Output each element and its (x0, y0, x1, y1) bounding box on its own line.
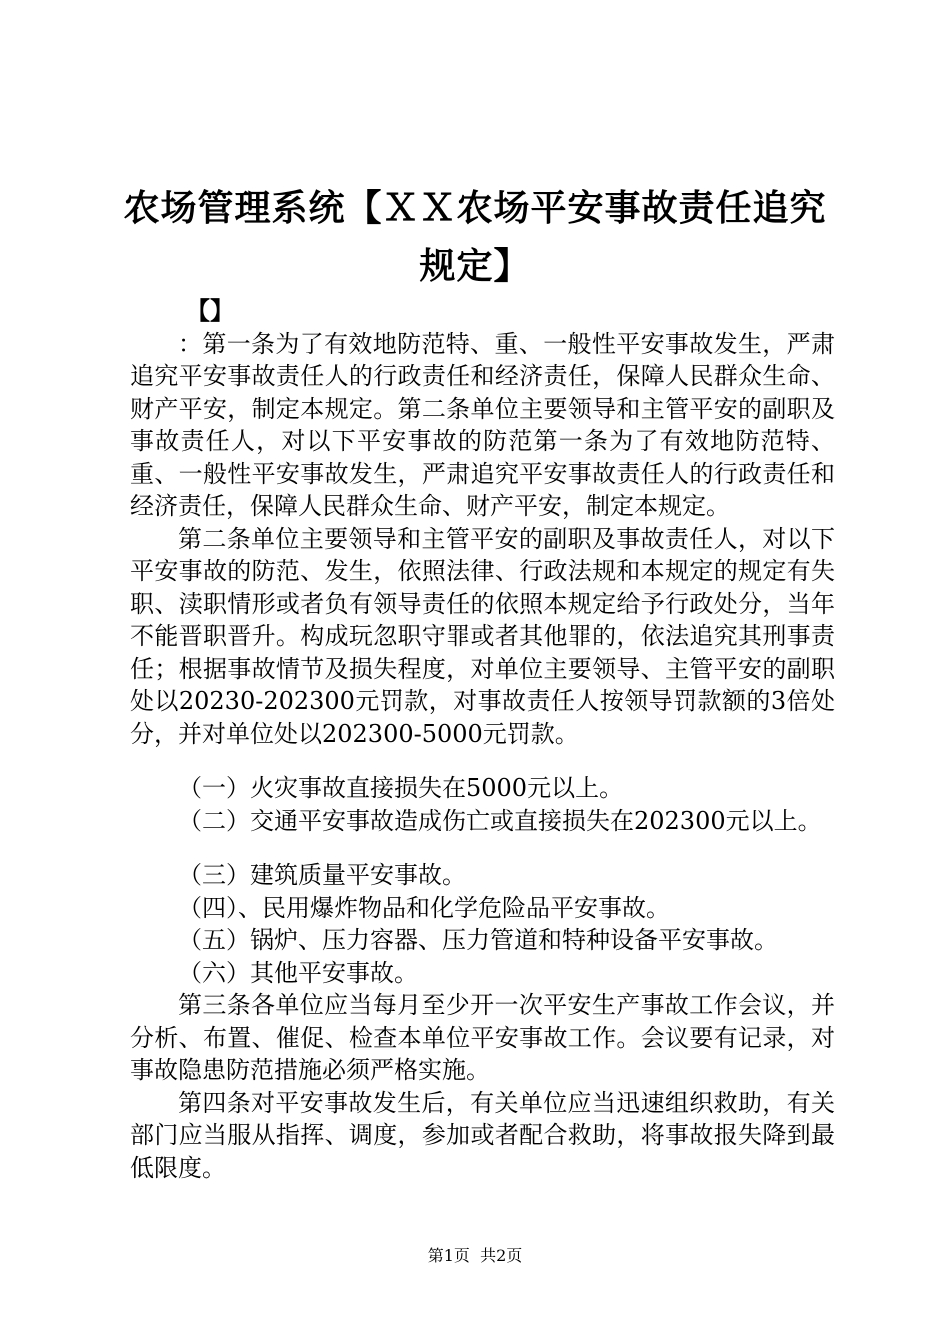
list-item-boilers: （五）锅炉、压力容器、压力管道和特种设备平安事故。 (178, 926, 778, 954)
document-title: 农场管理系统【ＸＸ农场平安事故责任追究规定】 (123, 188, 827, 287)
document-body (130, 295, 835, 1184)
list-item-fire: （一）火灾事故直接损失在5000元以上。 (178, 774, 624, 802)
bracket-line: 【】 (186, 296, 234, 325)
list-item-traffic: （二）交通平安事故造成伤亡或直接损失在202300元以上。 (178, 806, 822, 835)
paragraph-article-two: 第二条单位主要领导和主管平安的副职及事故责任人，对以下平安事故的防范、发生，依照法律、行政法规和本规定的规定有失职、渎职情形或者负有领导责任的依照本规定给予行政处分，当年不能晋职晋升。构成玩忽职守罪或者其他罪的，依法追究其刑事责任；根据事故情节及损失程度，对单位主要领导、主管平安的副职处以20230-202300元罚款，对事故责任人按领导罚款额的3倍处分，并对单位处以202300-5000元罚款。 (130, 524, 835, 748)
page-indicator: 第1页 共2页 (427, 1246, 523, 1265)
list-item-construction: （三）建筑质量平安事故。 (178, 861, 466, 889)
paragraph-article-four: 第四条对平安事故发生后，有关单位应当迅速组织救助，有关部门应当服从指挥、调度，参加或者配合救助，将事故报失降到最低限度。 (130, 1088, 835, 1182)
list-item-explosives: （四）、民用爆炸物品和化学危险品平安事故。 (178, 893, 670, 922)
paragraph-article-three: 第三条各单位应当每月至少开一次平安生产事故工作会议，并分析、布置、催促、检查本单位平安事故工作。会议要有记录，对事故隐患防范措施必须严格实施。 (130, 991, 835, 1084)
paragraph-article-one: ：第一条为了有效地防范特、重、一般性平安事故发生，严肃追究平安事故责任人的行政责任和经济责任，保障人民群众生命、财产平安，制定本规定。第二条单位主要领导和主管平安的副职及事故责任人，对以下平安事故的防范第一条为了有效地防范特、重、一般性平安事故发生，严肃追究平安事故责任人的行政责任和经济责任，保障人民群众生命、财产平安，制定本规定。 (130, 329, 835, 520)
list-item-other: （六）其他平安事故。 (178, 958, 418, 987)
